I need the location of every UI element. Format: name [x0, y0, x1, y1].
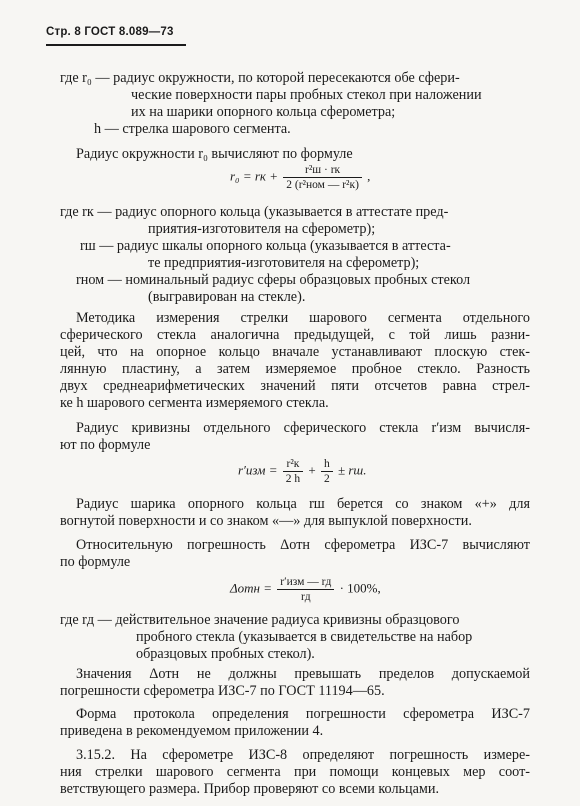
text-line: приятия-изготовителя на сферометр); [148, 221, 376, 237]
text-line: приведена в рекомендуемом приложении 4. [60, 723, 324, 739]
fraction [277, 576, 334, 603]
fraction-numerator: r′изм — rд [277, 576, 334, 590]
fraction-denominator: rд [300, 591, 311, 603]
fraction [283, 458, 303, 485]
text-line: ческие поверхности пары пробных стекол при наложении [131, 87, 482, 103]
formula-lhs: r₀ = rк + [230, 168, 279, 184]
text-line: вогнутой поверхности и со знаком «—» для выпуклой поверхности. [60, 513, 472, 529]
text-line: rш — радиус шкалы опорного кольца (указывается в аттеста- [80, 238, 451, 254]
fraction-numerator: r²к [283, 458, 303, 472]
text-line: Методика измерения стрелки шарового сегмента отдельного [76, 310, 530, 326]
text-line: Радиус кривизны отдельного сферического стекла r′изм вычисля- [76, 420, 530, 436]
text-line: их на шарики опорного кольца сферометра; [131, 104, 396, 120]
text-line: где r₀ — радиус окружности, по которой пересекаются обе сфери- [60, 70, 460, 86]
text-line: пробного стекла (указывается в свидетельстве на набор [136, 629, 473, 645]
formula-lhs: r′изм = [238, 462, 278, 478]
fraction [283, 164, 362, 191]
text-line: ке h шарового сегмента измеряемого стекла. [60, 395, 329, 411]
text-line: Радиус шарика опорного кольца rш берется со знаком «+» для [76, 496, 530, 512]
text-line: двух среднеарифметических значений пяти отсчетов равна стрел- [60, 378, 530, 394]
text-line: (выгравирован на стекле). [148, 289, 306, 305]
page-header: Стр. 8 ГОСТ 8.089—73 [46, 26, 174, 38]
text-line: лянную пластину, а затем измеряемое пробное стекло. Разность [60, 361, 530, 377]
text-line: по формуле [60, 554, 131, 570]
text-line: h — стрелка шарового сегмента. [94, 121, 291, 137]
formula-r0 [230, 164, 370, 191]
fraction-numerator: h [321, 458, 333, 472]
fraction-numerator: r²ш · rк [283, 164, 362, 178]
formula-tail: · 100%, [339, 580, 381, 596]
text-line: те предприятия-изготовителя на сферометр); [148, 255, 420, 271]
formula-tail: , [367, 168, 371, 184]
text-line: где rд — действительное значение радиуса кривизны образцового [60, 612, 460, 628]
header-rule [46, 44, 186, 46]
fraction-denominator: 2 (r²ном — r²к) [286, 179, 359, 191]
formula-r-izm [238, 458, 366, 485]
text-line: Относительную погрешность Δотн сферометра ИЗС-7 вычисляют [76, 537, 530, 553]
fraction-denominator: 2 h [285, 473, 301, 485]
text-line: ют по формуле [60, 437, 151, 453]
fraction-denominator: 2 [323, 473, 330, 485]
text-line: rном — номинальный радиус сферы образцовых пробных стекол [76, 272, 471, 288]
text-line: Радиус окружности r₀ вычисляют по формуле [76, 146, 353, 162]
formula-lhs: Δотн = [230, 580, 272, 596]
formula-plus: + [308, 462, 316, 478]
text-line: сферического стекла аналогична предыдущей, с той лишь разни- [60, 327, 530, 343]
text-line: Значения Δотн не должны превышать пределов допускаемой [76, 666, 530, 682]
formula-delta [230, 576, 381, 603]
text-line: погрешности сферометра ИЗС-7 по ГОСТ 11194—65. [60, 683, 385, 699]
text-line: ветствующего размера. Прибор проверяют со всеми кольцами. [60, 781, 440, 797]
text-line: образцовых пробных стекол). [136, 646, 315, 662]
text-line: где rк — радиус опорного кольца (указывается в аттестате пред- [60, 204, 449, 220]
text-line: 3.15.2. На сферометре ИЗС-8 определяют погрешность измере- [76, 747, 530, 763]
text-line: Форма протокола определения погрешности сферометра ИЗС-7 [76, 706, 530, 722]
formula-tail: ± rш. [337, 462, 367, 478]
fraction [321, 458, 333, 485]
text-line: цей, что на опорное кольцо вначале устанавливают плоскую стек- [60, 344, 530, 360]
text-line: ния стрелки шарового сегмента при помощи концевых мер соот- [60, 764, 530, 780]
